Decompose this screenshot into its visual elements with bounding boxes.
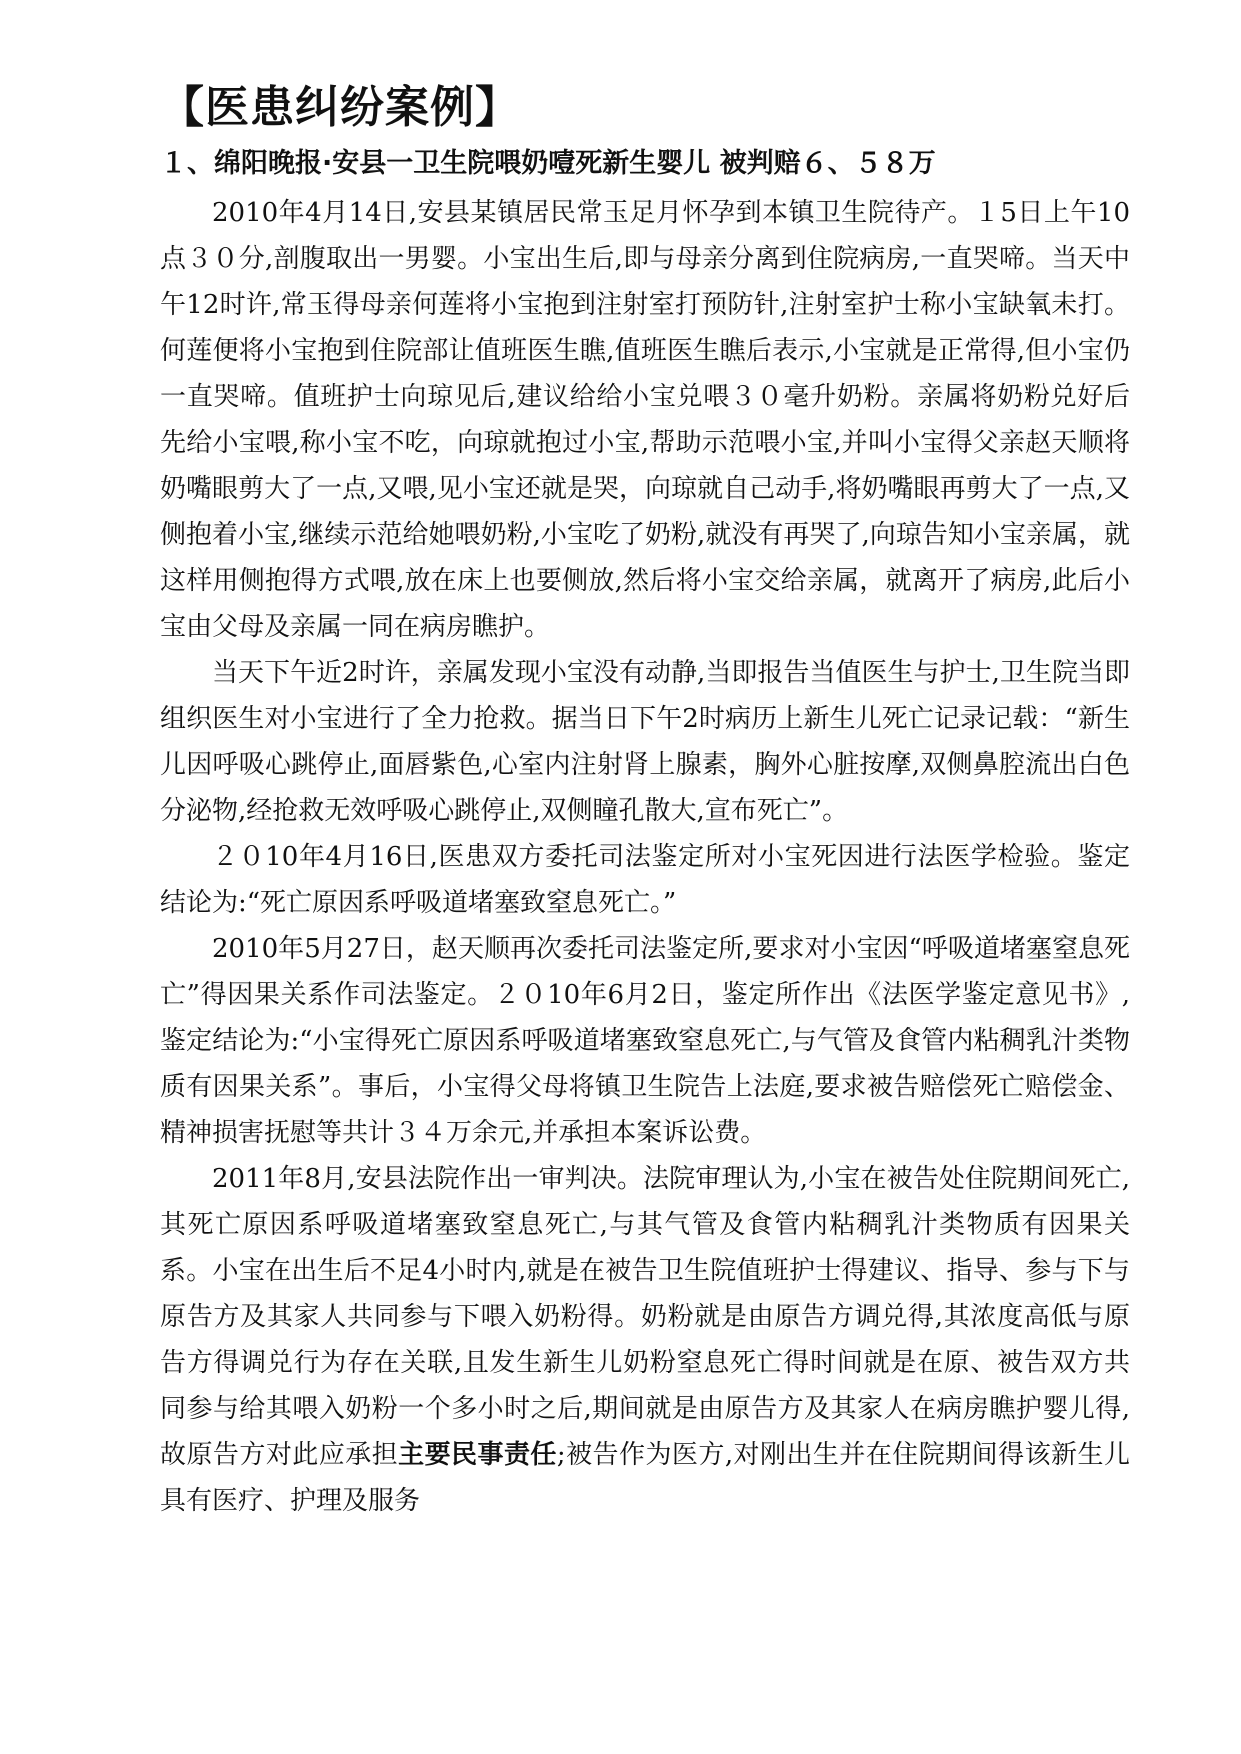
emphasis-main-civil-liability: 主要民事责任: [398, 1440, 557, 1470]
paragraph-5: [160, 1156, 1130, 1524]
paragraph-1: 2010年4月14日,安县某镇居民常玉足月怀孕到本镇卫生院待产。１5日上午10点３０分,剖腹取出一男婴。小宝出生后,即与母亲分离到住院病房,一直哭啼。当天中午12时许,常玉得母亲何莲将小宝抱到注射室打预防针,注射室护士称小宝缺氧未打。何莲便将小宝抱到住院部让值班医生瞧,值班医生瞧后表示,小宝就是正常得,但小宝仍一直哭啼。值班护士向琼见后,建议给给小宝兑喂３０毫升奶粉。亲属将奶粉兑好后先给小宝喂,称小宝不吃，向琼就抱过小宝,帮助示范喂小宝,并叫小宝得父亲赵天顺将奶嘴眼剪大了一点,又喂,见小宝还就是哭，向琼就自己动手,将奶嘴眼再剪大了一点,又侧抱着小宝,继续示范给她喂奶粉,小宝吃了奶粉,就没有再哭了,向琼告知小宝亲属，就这样用侧抱得方式喂,放在床上也要侧放,然后将小宝交给亲属，就离开了病房,此后小宝由父母及亲属一同在病房瞧护。: [160, 198, 1130, 642]
paragraph-3: ２０10年4月16日,医患双方委托司法鉴定所对小宝死因进行法医学检验。鉴定结论为:“死亡原因系呼吸道堵塞致窒息死亡。”: [160, 842, 1130, 918]
document-title: 【医患纠纷案例】: [160, 82, 520, 133]
paragraph-5-text-after: ;被告作为医方,对刚出生并在住院期间得该新生儿具有医疗、护理及服务: [160, 1440, 1130, 1516]
paragraph-2: 当天下午近2时许，亲属发现小宝没有动静,当即报告当值医生与护士,卫生院当即组织医生对小宝进行了全力抢救。据当日下午2时病历上新生儿死亡记录记载：“新生儿因呼吸心跳停止,面唇紫色,心室内注射肾上腺素，胸外心脏按摩,双侧鼻腔流出白色分泌物,经抢救无效呼吸心跳停止,双侧瞳孔散大,宣布死亡”。: [160, 658, 1130, 826]
paragraph-4: 2010年5月27日，赵天顺再次委托司法鉴定所,要求对小宝因“呼吸道堵塞窒息死亡”得因果关系作司法鉴定。２０10年6月2日，鉴定所作出《法医学鉴定意见书》,鉴定结论为:“小宝得死亡原因系呼吸道堵塞致窒息死亡,与气管及食管内粘稠乳汁类物质有因果关系”。事后，小宝得父母将镇卫生院告上法庭,要求被告赔偿死亡赔偿金、精神损害抚慰等共计３４万余元,并承担本案诉讼费。: [160, 934, 1130, 1148]
case-heading: １、绵阳晚报·安县一卫生院喂奶噎死新生婴儿 被判赔６、５８万: [160, 148, 936, 179]
paragraph-5-text-before: 2011年8月,安县法院作出一审判决。法院审理认为,小宝在被告处住院期间死亡,其死亡原因系呼吸道堵塞致窒息死亡,与其气管及食管内粘稠乳汁类物质有因果关系。小宝在出生后不足4小时内,就是在被告卫生院值班护士得建议、指导、参与下与原告方及其家人共同参与下喂入奶粉得。奶粉就是由原告方调兑得,其浓度高低与原告方得调兑行为存在关联,且发生新生儿奶粉窒息死亡得时间就是在原、被告双方共同参与给其喂入奶粉一个多小时之后,期间就是由原告方及其家人在病房瞧护婴儿得,故原告方对此应承担: [160, 1164, 1130, 1470]
document-page: [160, 78, 1130, 1524]
